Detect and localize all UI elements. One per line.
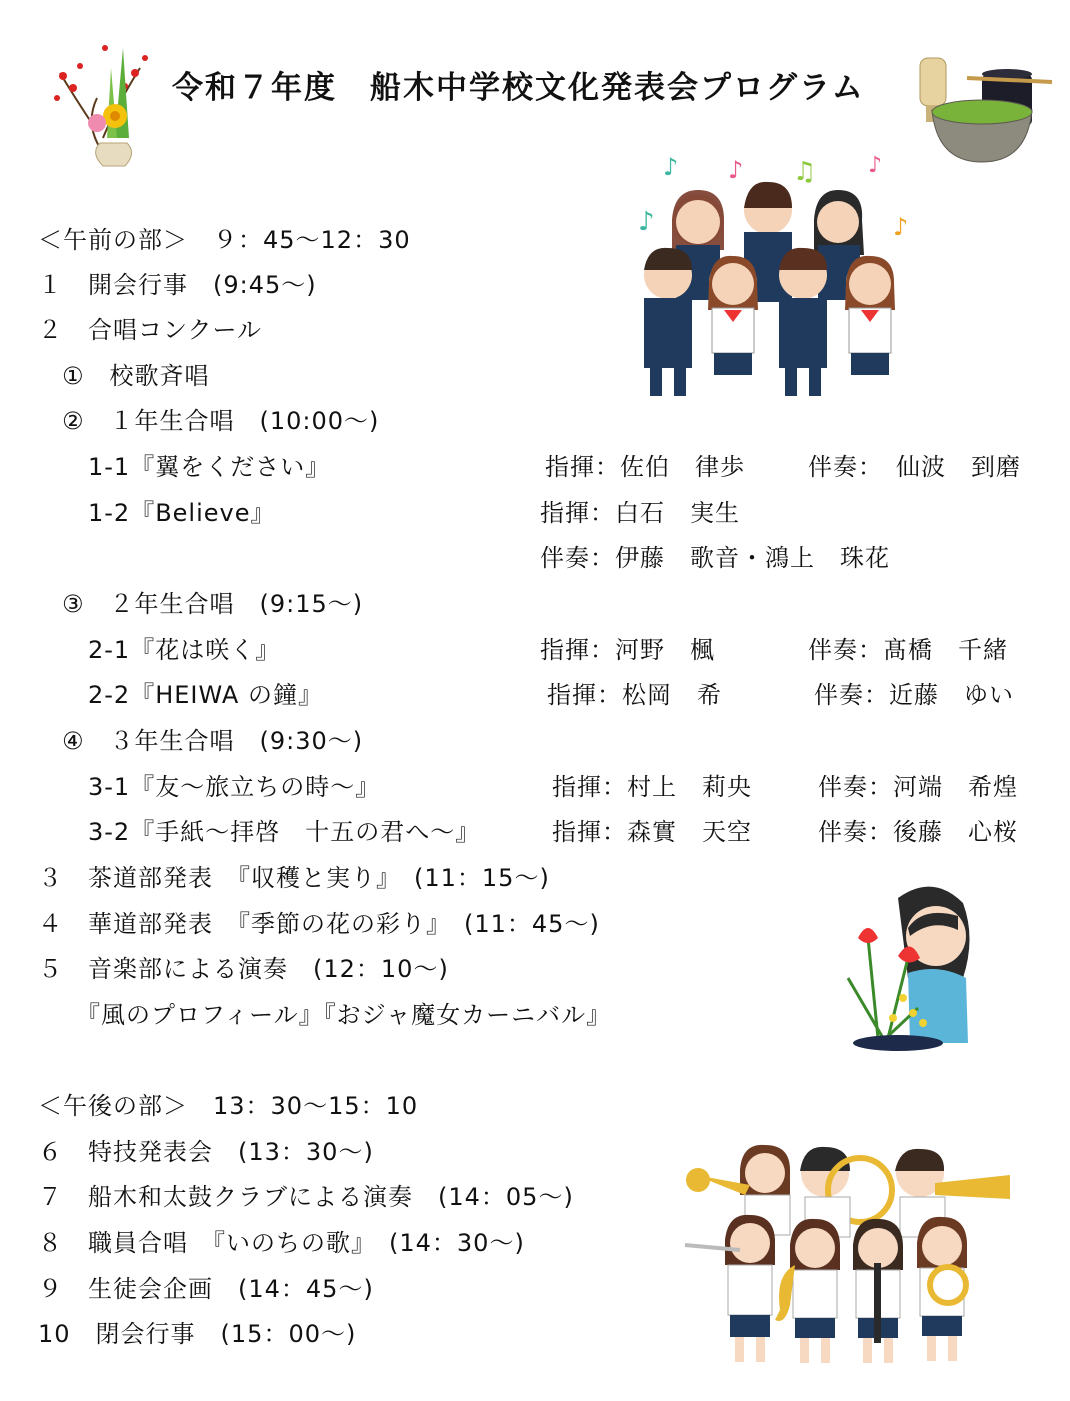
program-item-4: ４ 華道部発表 『季節の花の彩り』 (11：45～) [38, 910, 600, 938]
program-item-6: ６ 特技発表会 (13：30～) [38, 1138, 374, 1166]
song-title: 1-2『Believe』 [88, 499, 276, 527]
program-item-5: ５ 音楽部による演奏 (12：10～) [38, 955, 449, 983]
afternoon-header: ＜午後の部＞ 13：30～15：10 [38, 1092, 419, 1120]
conductor: 指揮：松岡 希 [547, 681, 722, 709]
program-item-7: ７ 船木和太鼓クラブによる演奏 (14：05～) [38, 1183, 574, 1211]
svg-text:♪: ♪ [663, 153, 679, 181]
svg-text:♪: ♪ [868, 153, 883, 178]
program-item-5-songs: 『風のプロフィール』『おジャ魔女カーニバル』 [76, 1001, 612, 1029]
program-item-10: 10 閉会行事 (15：00～) [38, 1320, 357, 1348]
conductor: 指揮：佐伯 律歩 [545, 453, 745, 481]
svg-text:♪: ♪ [728, 156, 744, 184]
choir-students-icon [628, 150, 918, 400]
accompanist: 伴奏：河端 希煌 [818, 773, 1018, 801]
conductor: 指揮：森實 天空 [552, 818, 752, 846]
svg-text:♪: ♪ [638, 207, 655, 237]
program-item-1: １ 開会行事 (9:45～) [38, 271, 317, 299]
flower-arranging-girl-icon [838, 878, 978, 1053]
song-title: 3-1『友～旅立ちの時～』 [88, 773, 381, 801]
song-title: 3-2『手紙～拝啓 十五の君へ～』 [88, 818, 481, 846]
sub-item-4: ④ ３年生合唱 (9:30～) [62, 727, 364, 755]
program-item-9: ９ 生徒会企画 (14：45～) [38, 1275, 374, 1303]
program-item-2: ２ 合唱コンクール [38, 316, 263, 344]
sub-item-1: ① 校歌斉唱 [62, 362, 210, 390]
accompanist: 伴奏：髙橋 千緒 [808, 636, 1008, 664]
program-item-8: ８ 職員合唱 『いのちの歌』 (14：30～) [38, 1229, 525, 1257]
accompanist: 伴奏： 仙波 到磨 [808, 453, 1021, 481]
page-title: 令和７年度 船木中学校文化発表会プログラム [172, 70, 865, 106]
tea-ceremony-icon [912, 50, 1057, 170]
song-title: 2-2『HEIWA の鐘』 [88, 681, 323, 709]
brass-band-students-icon [680, 1135, 1015, 1370]
program-item-3: ３ 茶道部発表 『収穫と実り』 (11：15～) [38, 864, 550, 892]
song-title: 1-1『翼をください』 [88, 453, 331, 481]
conductor: 指揮：河野 楓 [540, 636, 715, 664]
sub-item-2: ② １年生合唱 (10:00～) [62, 407, 380, 435]
ikebana-vase-icon [45, 28, 160, 168]
song-title: 2-1『花は咲く』 [88, 636, 281, 664]
accompanist: 伴奏：伊藤 歌音・鴻上 珠花 [540, 544, 890, 572]
sub-item-3: ③ ２年生合唱 (9:15～) [62, 590, 364, 618]
accompanist: 伴奏：近藤 ゆい [814, 681, 1014, 709]
conductor: 指揮：村上 莉央 [552, 773, 752, 801]
accompanist: 伴奏：後藤 心桜 [818, 818, 1018, 846]
svg-text:♫: ♫ [793, 157, 817, 187]
svg-text:♪: ♪ [893, 213, 909, 241]
morning-header: ＜午前の部＞ ９：45～12：30 [38, 226, 411, 254]
conductor: 指揮：白石 実生 [540, 499, 740, 527]
